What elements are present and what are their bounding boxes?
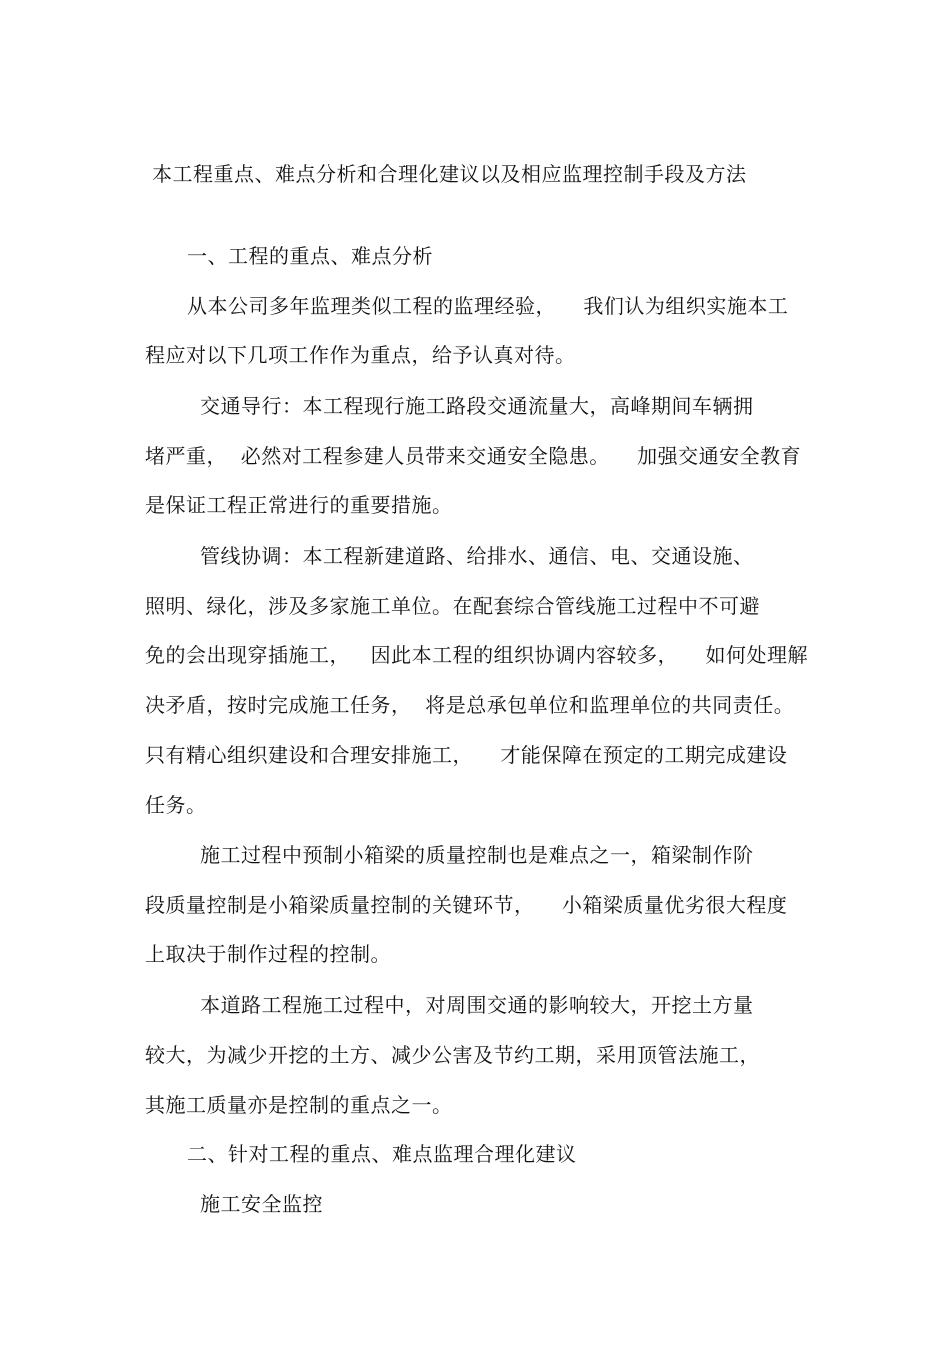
paragraph-4-line-3: 上取决于制作过程的控制。 — [145, 942, 391, 966]
paragraph-3-line-4: 决矛盾，按时完成施工任务， 将是总承包单位和监理单位的共同责任。 — [145, 693, 795, 717]
section-heading-1: 一、工程的重点、难点分析 — [187, 244, 433, 268]
paragraph-5-line-3: 其施工质量亦是控制的重点之一。 — [145, 1093, 453, 1117]
paragraph-3-line-6: 任务。 — [145, 793, 207, 817]
paragraph-2-line-3: 是保证工程正常进行的重要措施。 — [145, 493, 453, 517]
paragraph-3-line-3: 免的会出现穿插施工， 因此本工程的组织协调内容较多， 如何处理解 — [145, 643, 809, 667]
paragraph-2-line-2: 堵严重， 必然对工程参建人员带来交通安全隐患。 加强交通安全教育 — [145, 444, 802, 468]
paragraph-2-line-1: 交通导行：本工程现行施工路段交通流量大，高峰期间车辆拥 — [200, 394, 754, 418]
paragraph-4-line-2: 段质量控制是小箱梁质量控制的关键环节， 小箱梁质量优劣很大程度 — [145, 893, 788, 917]
paragraph-5-line-1: 本道路工程施工过程中，对周围交通的影响较大，开挖土方量 — [200, 993, 754, 1017]
subheading-safety-monitoring: 施工安全监控 — [200, 1192, 323, 1216]
paragraph-1-line-1: 从本公司多年监理类似工程的监理经验， 我们认为组织实施本工 — [187, 294, 789, 318]
document-title: 本工程重点、难点分析和合理化建议以及相应监理控制手段及方法 — [152, 162, 747, 186]
paragraph-3-line-1: 管线协调：本工程新建道路、给排水、通信、电、交通设施、 — [200, 544, 754, 568]
section-heading-2: 二、针对工程的重点、难点监理合理化建议 — [187, 1142, 577, 1166]
paragraph-1-line-2: 程应对以下几项工作作为重点，给予认真对待。 — [145, 343, 576, 367]
paragraph-3-line-2: 照明、绿化，涉及多家施工单位。在配套综合管线施工过程中不可避 — [145, 594, 760, 618]
paragraph-3-line-5: 只有精心组织建设和合理安排施工， 才能保障在预定的工期完成建设 — [145, 743, 788, 767]
paragraph-4-line-1: 施工过程中预制小箱梁的质量控制也是难点之一，箱梁制作阶 — [200, 843, 754, 867]
paragraph-5-line-2: 较大，为减少开挖的土方、减少公害及节约工期，采用顶管法施工， — [145, 1043, 760, 1067]
